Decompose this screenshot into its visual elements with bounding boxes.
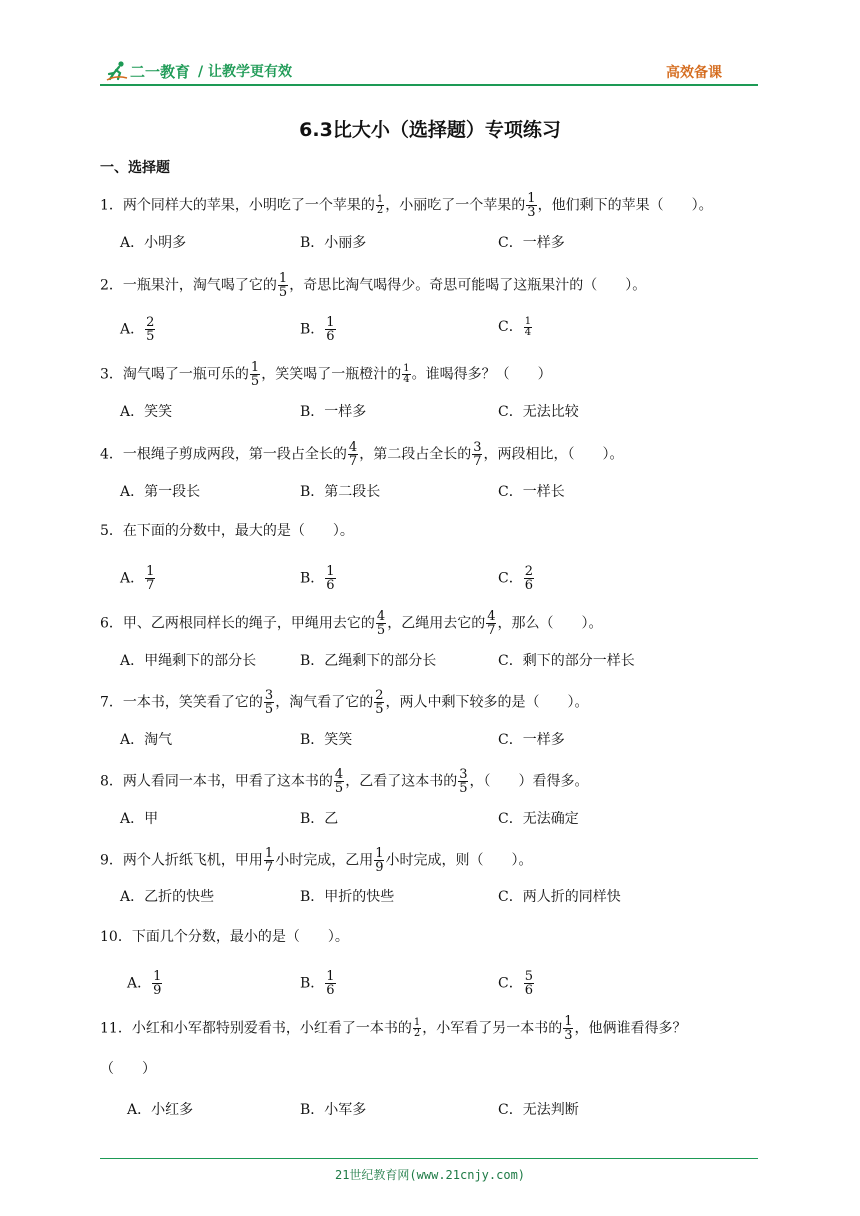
option-a[interactable]: A．甲 — [120, 811, 159, 827]
option-c[interactable]: C． $\frac{2}{6}$ — [498, 564, 533, 593]
option-b[interactable]: B．甲折的快些 — [300, 889, 395, 905]
section-heading: 一、选择题 — [100, 160, 170, 176]
option-c[interactable]: C．一样长 — [498, 484, 565, 500]
option-a[interactable]: A．淘气 — [120, 732, 173, 748]
fraction: $\frac{1}{3}$ — [527, 191, 536, 220]
runner-logo-icon — [106, 60, 128, 82]
option-c[interactable]: C．无法比较 — [498, 404, 579, 420]
question-4: 4．一根绳子剪成两段，第一段占全长的 $\frac{4}{7}$ ，第二段占全长的 $\frac{3}{7}$ ，两段相比，（ ）。 — [100, 440, 624, 469]
option-c[interactable]: C．一样多 — [498, 235, 565, 251]
fraction: $\frac{1}{5}$ — [278, 271, 288, 300]
question-8: 8．两人看同一本书，甲看了这本书的 $\frac{4}{5}$ ，乙看了这本书的 $\frac{3}{5}$ ，（ ）看得多。 — [100, 767, 589, 796]
fraction: $\frac{3}{5}$ — [264, 688, 274, 717]
option-a[interactable]: A．甲绳剩下的部分长 — [120, 653, 257, 669]
question-10: 10．下面几个分数，最小的是（ ）。 — [100, 929, 349, 945]
logo-text: 二一教育 — [130, 62, 191, 81]
option-a[interactable]: A．笑笑 — [120, 404, 173, 420]
option-b[interactable]: B．小丽多 — [300, 235, 367, 251]
option-b[interactable]: B．笑笑 — [300, 732, 353, 748]
option-b[interactable]: B． $\frac{1}{6}$ — [300, 969, 335, 998]
page-header — [100, 58, 760, 84]
option-c[interactable]: C． $\frac{5}{6}$ — [498, 969, 533, 998]
fraction: $\frac{1}{2}$ — [413, 1017, 421, 1039]
option-c[interactable]: C．无法确定 — [498, 811, 579, 827]
fraction: $\frac{4}{5}$ — [376, 609, 386, 638]
fraction: $\frac{4}{5}$ — [334, 767, 344, 796]
question-7: 7．一本书，笑笑看了它的 $\frac{3}{5}$ ，淘气看了它的 $\frac{2}{5}$ ，两人中剩下较多的是（ ）。 — [100, 688, 589, 717]
logo — [106, 58, 292, 84]
fraction: $\frac{3}{7}$ — [473, 440, 482, 469]
question-9: 9．两个人折纸飞机，甲用 $\frac{1}{7}$ 小时完成，乙用 $\frac{1}{9}$ 小时完成，则（ ）。 — [100, 846, 533, 875]
fraction: $\frac{1}{4}$ — [403, 363, 410, 385]
option-b[interactable]: B．乙绳剩下的部分长 — [300, 653, 437, 669]
page-title: 6.3比大小（选择题）专项练习 — [299, 119, 561, 141]
question-11-blank: （ ） — [100, 1061, 156, 1077]
option-a[interactable]: A．小红多 — [127, 1102, 194, 1118]
option-b[interactable]: B． $\frac{1}{6}$ — [300, 564, 335, 593]
option-a[interactable]: A．第一段长 — [120, 484, 201, 500]
option-c[interactable]: C．无法判断 — [498, 1102, 579, 1118]
question-5: 5．在下面的分数中，最大的是（ ）。 — [100, 523, 354, 539]
fraction: $\frac{1}{2}$ — [376, 194, 384, 216]
option-c[interactable]: C．一样多 — [498, 732, 565, 748]
fraction: $\frac{1}{9}$ — [375, 846, 384, 875]
fraction: $\frac{4}{7}$ — [348, 440, 358, 469]
page-footer: 21世纪教育网(www.21cnjy.com) — [334, 1168, 526, 1182]
question-1: 1．两个同样大的苹果，小明吃了一个苹果的 $\frac{1}{2}$ ，小丽吃了一个苹果的 $\frac{1}{3}$ ，他们剩下的苹果（ ）。 — [100, 191, 713, 220]
footer-divider — [100, 1158, 758, 1159]
header-divider — [100, 84, 758, 86]
header-right-label: 高效备课 — [666, 65, 722, 81]
question-6: 6．甲、乙两根同样长的绳子，甲绳用去它的 $\frac{4}{5}$ ，乙绳用去它的 $\frac{4}{7}$ ，那么（ ）。 — [100, 609, 603, 638]
question-3: 3．淘气喝了一瓶可乐的 $\frac{1}{5}$ ，笑笑喝了一瓶橙汁的 $\frac{1}{4}$ 。谁喝得多？（ ） — [100, 360, 552, 389]
option-b[interactable]: B．小军多 — [300, 1102, 367, 1118]
option-b[interactable]: B．第二段长 — [300, 484, 381, 500]
option-c[interactable]: C．两人折的同样快 — [498, 889, 621, 905]
option-c[interactable]: C． $\frac{1}{4}$ — [498, 315, 532, 338]
option-a[interactable]: A．乙折的快些 — [120, 889, 215, 905]
option-b[interactable]: B．一样多 — [300, 404, 367, 420]
fraction: $\frac{3}{5}$ — [459, 767, 468, 796]
question-2: 2．一瓶果汁，淘气喝了它的 $\frac{1}{5}$ ，奇思比淘气喝得少。奇思可能喝了这瓶果汁的（ ）。 — [100, 271, 647, 300]
option-b[interactable]: B． $\frac{1}{6}$ — [300, 315, 335, 344]
option-a[interactable]: A．小明多 — [120, 235, 187, 251]
option-a[interactable]: A． $\frac{2}{5}$ — [120, 315, 155, 344]
fraction: $\frac{2}{5}$ — [375, 688, 384, 717]
option-a[interactable]: A． $\frac{1}{7}$ — [120, 564, 155, 593]
fraction: $\frac{1}{5}$ — [250, 360, 260, 389]
option-c[interactable]: C．剩下的部分一样长 — [498, 653, 635, 669]
option-a[interactable]: A． $\frac{1}{9}$ — [127, 969, 162, 998]
question-11: 11．小红和小军都特别爱看书，小红看了一本书的 $\frac{1}{2}$ ，小军看了另一本书的 $\frac{1}{3}$ ，他俩谁看得多？ — [100, 1014, 687, 1043]
fraction: $\frac{1}{3}$ — [564, 1014, 573, 1043]
option-b[interactable]: B．乙 — [300, 811, 339, 827]
fraction: $\frac{4}{7}$ — [487, 609, 496, 638]
fraction: $\frac{1}{7}$ — [264, 846, 274, 875]
header-slogan: / 让教学更有效 — [198, 64, 293, 80]
